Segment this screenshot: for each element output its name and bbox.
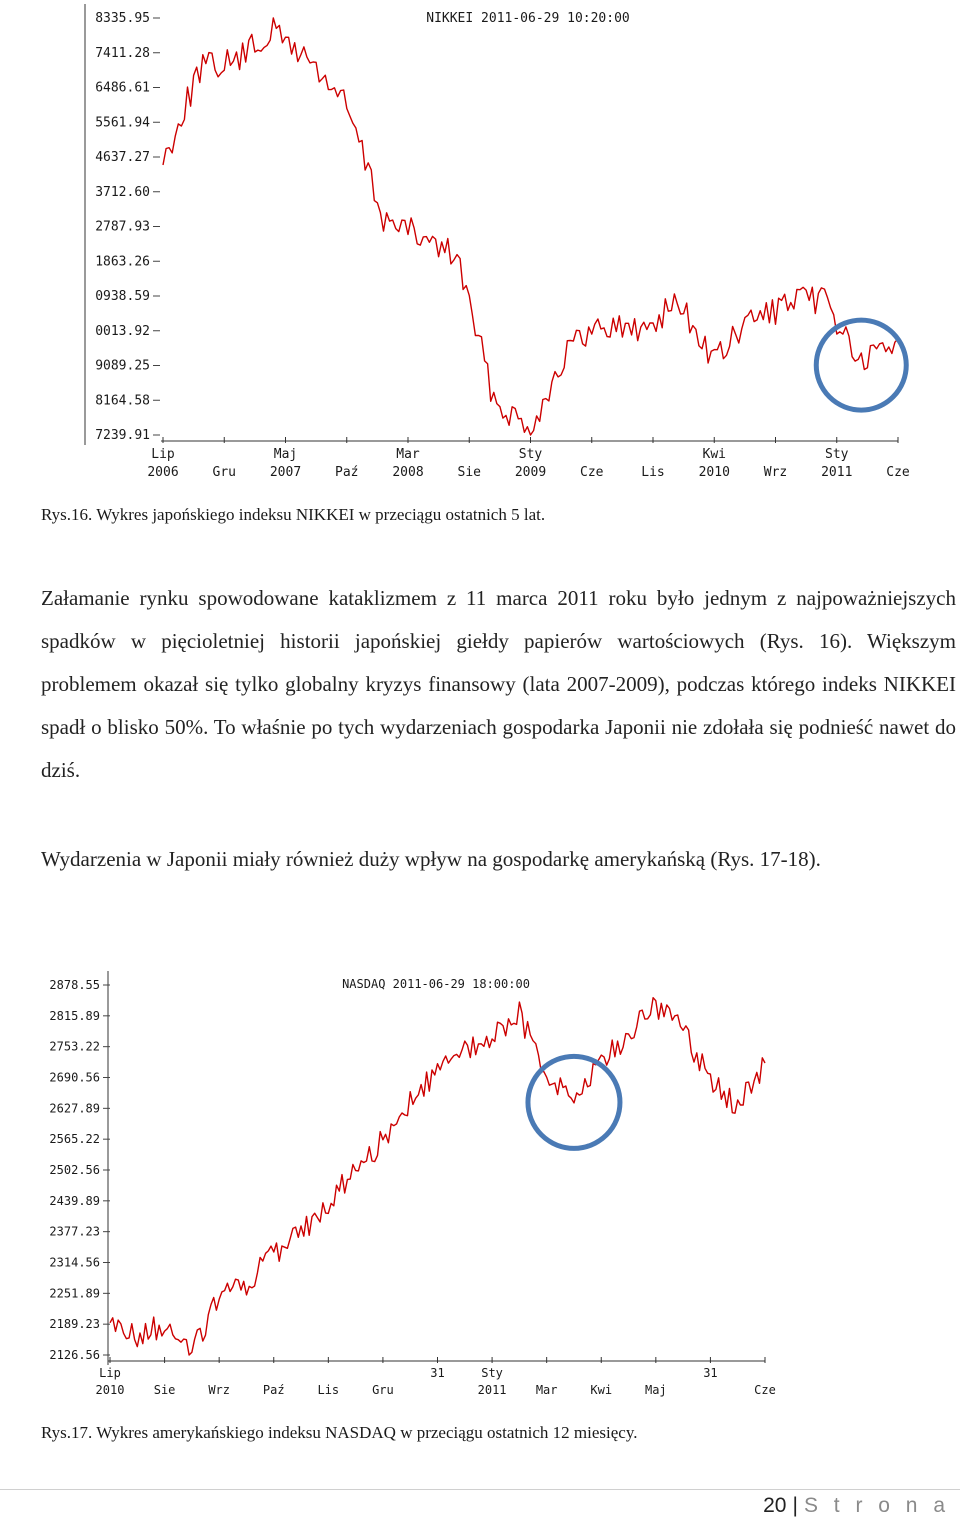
- nasdaq-y-tick-label: 2627.89: [49, 1101, 100, 1116]
- nikkei-series-line: [163, 18, 898, 435]
- nasdaq-y-tick-label: 2815.89: [49, 1008, 100, 1023]
- nikkei-x-tick-label: 2009: [514, 465, 547, 480]
- figure-17-caption: Rys.17. Wykres amerykańskiego indeksu NASDAQ w przeciągu ostatnich 12 miesięcy.: [41, 1423, 638, 1442]
- nikkei-x-tick-top-label: Maj: [273, 447, 298, 462]
- nikkei-x-tick-label: 2007: [269, 465, 302, 480]
- nikkei-x-tick-label: 2006: [147, 465, 179, 480]
- page-footer: [763, 1494, 950, 1518]
- nasdaq-x-tick-label: Paź: [262, 1383, 285, 1397]
- nikkei-x-tick-label: Cze: [580, 465, 604, 480]
- nikkei-y-tick-label: 3712.60: [95, 184, 150, 200]
- nikkei-x-tick-top-label: Sty: [518, 447, 543, 462]
- nikkei-y-tick-label: 0938.59: [95, 289, 150, 304]
- nasdaq-series-line: [110, 998, 765, 1355]
- nikkei-x-tick-label: 2010: [698, 465, 730, 480]
- nikkei-highlight-circle: [816, 320, 906, 410]
- nikkei-x-tick-label: 2011: [821, 465, 853, 480]
- nasdaq-x-tick-label: 2010: [95, 1383, 125, 1397]
- footer-divider: [0, 1489, 960, 1490]
- nasdaq-x-tick-label: Sie: [153, 1383, 176, 1397]
- paragraph-2: Wydarzenia w Japonii miały również duży wpływ na gospodarkę amerykańską (Rys. 17-18).: [41, 847, 821, 871]
- nikkei-y-tick-label: 4637.27: [95, 150, 150, 165]
- nikkei-x-tick-label: 2008: [392, 465, 424, 480]
- paragraph-1: Załamanie rynku spowodowane kataklizmem z 11 marca 2011 roku było jednym z najpoważniejszych spadków w pięcioletniej historii japońskiej giełdy papierów wartościowych (Rys. 16). Większym problemem okazał się tylko globalny kryzys finansowy (lata 2007-2009), podczas którego indeks NIKKEI spadł o blisko 50%. To właśnie po tych wydarzeniach gospodarka Japonii nie zdołała się podnieść nawet do dziś.: [41, 586, 956, 782]
- nasdaq-x-tick-label: Mar: [535, 1383, 558, 1397]
- nikkei-x-tick-top-label: Mar: [396, 447, 420, 462]
- nasdaq-y-tick-label: 2251.89: [49, 1286, 100, 1301]
- nikkei-x-tick-top-label: Lip: [151, 447, 175, 462]
- nikkei-y-tick-label: 2787.93: [95, 219, 150, 235]
- nasdaq-x-tick-top-label: 31: [430, 1366, 445, 1380]
- nikkei-y-tick-label: 1863.26: [95, 254, 150, 270]
- nikkei-x-tick-label: Sie: [457, 465, 481, 480]
- nasdaq-x-tick-top-label: Sty: [481, 1366, 503, 1380]
- nikkei-chart: [0, 0, 960, 490]
- nikkei-x-tick-label: Gru: [212, 465, 236, 480]
- nasdaq-y-tick-label: 2565.22: [49, 1132, 100, 1147]
- nikkei-x-tick-label: Paź: [335, 465, 359, 480]
- nasdaq-chart-svg: [0, 960, 960, 1405]
- nasdaq-y-tick-label: 2502.56: [49, 1163, 100, 1177]
- nasdaq-x-tick-label: Cze: [754, 1383, 776, 1397]
- nasdaq-y-tick-label: 2314.56: [49, 1255, 100, 1270]
- nikkei-y-tick-label: 5561.94: [95, 115, 150, 131]
- nikkei-y-tick-label: 9089.25: [95, 358, 150, 374]
- footer-label: S t r o n a: [803, 1494, 950, 1517]
- nasdaq-y-tick-label: 2753.22: [49, 1039, 100, 1054]
- nikkei-y-tick-label: 7239.91: [95, 428, 150, 443]
- nikkei-y-tick-label: 6486.61: [95, 80, 150, 96]
- nasdaq-x-tick-label: Kwi: [590, 1383, 613, 1397]
- nasdaq-y-tick-label: 2690.56: [49, 1070, 100, 1085]
- nikkei-chart-title: NIKKEI 2011-06-29 10:20:00: [426, 11, 630, 26]
- nasdaq-y-tick-label: 2189.23: [49, 1317, 100, 1332]
- nikkei-y-tick-label: 7411.28: [95, 45, 150, 61]
- nasdaq-chart-title: NASDAQ 2011-06-29 18:00:00: [342, 977, 530, 991]
- page-number: 20: [763, 1494, 787, 1517]
- nasdaq-x-tick-label: Maj: [644, 1383, 667, 1397]
- nasdaq-x-tick-label: Wrz: [208, 1383, 231, 1397]
- nasdaq-x-tick-top-label: Lip: [99, 1366, 121, 1380]
- nasdaq-y-tick-label: 2377.23: [49, 1224, 100, 1239]
- nikkei-y-tick-label: 8335.95: [95, 11, 150, 26]
- nikkei-x-tick-top-label: Sty: [825, 447, 849, 462]
- nasdaq-y-tick-label: 2439.89: [49, 1193, 100, 1208]
- nikkei-x-tick-label: Cze: [886, 465, 910, 480]
- nikkei-x-tick-top-label: Kwi: [702, 447, 726, 462]
- nikkei-chart-svg: [0, 0, 960, 490]
- nasdaq-y-tick-label: 2878.55: [49, 978, 100, 992]
- nasdaq-x-tick-label: 2011: [477, 1383, 507, 1397]
- nasdaq-y-tick-label: 2126.56: [49, 1348, 100, 1362]
- nasdaq-x-tick-label: Lis: [317, 1383, 340, 1397]
- nikkei-y-tick-label: 8164.58: [95, 393, 150, 409]
- nikkei-x-tick-label: Lis: [641, 465, 665, 480]
- nikkei-y-tick-label: 0013.92: [95, 323, 150, 339]
- footer-separator: |: [792, 1494, 798, 1517]
- figure-16-caption: Rys.16. Wykres japońskiego indeksu NIKKEI w przeciągu ostatnich 5 lat.: [41, 505, 546, 524]
- nasdaq-x-tick-top-label: 31: [703, 1366, 718, 1380]
- nasdaq-chart: [0, 960, 960, 1405]
- nikkei-x-tick-label: Wrz: [763, 465, 788, 480]
- nasdaq-x-tick-label: Gru: [372, 1383, 394, 1397]
